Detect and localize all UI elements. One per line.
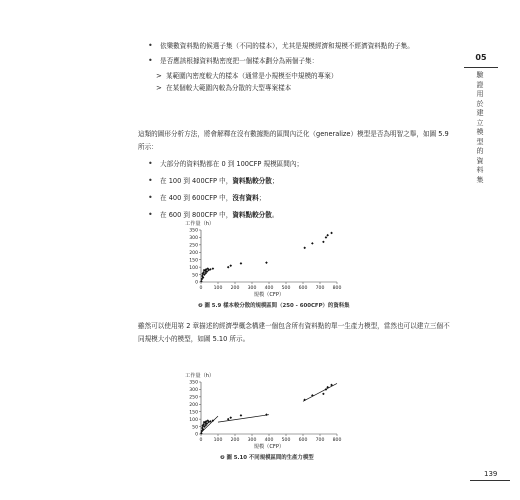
- data-point: [330, 232, 333, 235]
- y-tick-label: 100: [189, 265, 198, 271]
- x-tick-label: 200: [230, 438, 240, 443]
- x-axis-label: 規模（CFP）: [253, 292, 285, 298]
- data-point: [311, 242, 314, 245]
- bullet-text: 在某個較大範圍內較為分散的大型專案樣本: [166, 84, 292, 92]
- x-tick-label: 100: [213, 286, 223, 291]
- y-axis-label: 工作量（h）: [185, 373, 215, 379]
- chevron-right-icon: >: [156, 72, 162, 80]
- bullet-text: 在 100 到 400CFP 中，: [160, 177, 233, 185]
- chapter-title: 驗證用於建立模型的資料集: [476, 71, 484, 184]
- data-point: [229, 264, 232, 267]
- x-tick-label: 600: [298, 438, 308, 443]
- x-tick-label: 300: [247, 438, 257, 443]
- caption-text: 圖 5.10 不同規模區間的生產力模型: [226, 455, 314, 461]
- x-tick-label: 0: [199, 286, 203, 291]
- sub-bullet-item: [148, 70, 448, 82]
- data-point: [265, 413, 268, 416]
- bullet-text-bold: 資料點較分散: [232, 177, 272, 185]
- bullet-text: 。: [271, 211, 279, 219]
- y-tick-label: 250: [189, 395, 198, 401]
- data-point: [326, 234, 329, 237]
- bullet-text: ；: [258, 194, 266, 202]
- figure-caption: [220, 453, 314, 461]
- y-tick-label: 50: [192, 425, 198, 431]
- y-tick-label: 250: [189, 243, 198, 249]
- y-tick-label: 50: [192, 273, 198, 279]
- data-point: [322, 241, 325, 244]
- data-point: [227, 266, 230, 269]
- bullet-item: [148, 175, 448, 187]
- x-tick-label: 100: [213, 438, 223, 443]
- figure-caption: [198, 301, 350, 309]
- x-tick-label: 0: [199, 438, 203, 443]
- data-point: [240, 414, 243, 417]
- bullet-text: 都在 0 到 100CFP 規模區間內；: [206, 160, 304, 168]
- figure-marker-icon: ❷: [220, 455, 225, 461]
- bullet-text: ；: [271, 177, 279, 185]
- data-point: [303, 247, 306, 250]
- x-tick-label: 700: [315, 286, 325, 291]
- bullet-list-top: [148, 40, 448, 94]
- data-point: [227, 418, 230, 421]
- bullet-list-mid: [148, 158, 448, 224]
- bullet-item: [148, 55, 448, 67]
- divider: [470, 480, 510, 481]
- bullet-text: 某範圍內密度較大的樣本（通常是小規模至中規模的專案）: [166, 72, 338, 80]
- scatter-chart-fig-5-10: [175, 368, 355, 454]
- trend-line: [303, 383, 337, 401]
- y-tick-label: 350: [189, 380, 198, 386]
- y-tick-label: 100: [189, 417, 198, 423]
- divider: [464, 67, 498, 68]
- y-tick-label: 0: [195, 280, 198, 286]
- data-point: [325, 236, 328, 239]
- x-tick-label: 400: [264, 286, 274, 291]
- bullet-text: 是否應該根據資料點密度把一個樣本劃分為兩個子集：: [160, 57, 319, 65]
- bullet-text-bold: 大部分的資料點: [160, 160, 207, 168]
- caption-text: 圖 5.9 樣本較分散的規模區間（250 - 600CFP）的資料集: [204, 303, 350, 309]
- bullet-text: 在 600 到 800CFP 中，: [160, 211, 233, 219]
- paragraph: 雖然可以使用第 2 章描述的經濟學概念構建一個包含所有資料點的單一生產力模型，當然也可以建立三個不同規模大小的模型，如圖 5.10 所示。: [138, 322, 450, 343]
- y-axis-label: 工作量（h）: [185, 221, 215, 227]
- bullet-text-bold: 資料點較分散: [232, 211, 272, 219]
- scatter-chart-fig-5-9: [175, 216, 355, 300]
- bullet-text-bold: 沒有資料: [232, 194, 259, 202]
- trend-line: [218, 415, 269, 422]
- x-tick-label: 300: [247, 286, 257, 291]
- x-tick-label: 200: [230, 286, 240, 291]
- y-tick-label: 300: [189, 388, 198, 394]
- sub-bullet-item: [148, 82, 448, 94]
- y-tick-label: 0: [195, 432, 198, 438]
- chevron-right-icon: >: [156, 84, 162, 92]
- figure-marker-icon: ❷: [198, 303, 203, 309]
- data-point: [322, 393, 325, 396]
- bullet-text: 在 400 到 600CFP 中，: [160, 194, 233, 202]
- x-tick-label: 500: [281, 438, 291, 443]
- x-tick-label: 700: [315, 438, 325, 443]
- y-tick-label: 300: [189, 236, 198, 242]
- y-tick-label: 350: [189, 228, 198, 234]
- data-point: [265, 261, 268, 264]
- x-tick-label: 500: [281, 286, 291, 291]
- chapter-number: 05: [475, 53, 487, 62]
- y-tick-label: 150: [189, 410, 198, 416]
- page-number: 139: [484, 470, 498, 478]
- data-point: [229, 416, 232, 419]
- data-point: [240, 262, 243, 265]
- y-tick-label: 200: [189, 402, 198, 408]
- paragraph: 這類的圖形分析方法，將會解釋在沒有數據點的區間內泛化（generalize）模型是否為明智之舉，如圖 5.9 所示：: [138, 130, 449, 151]
- data-point: [212, 267, 215, 270]
- x-tick-label: 800: [332, 438, 342, 443]
- x-tick-label: 600: [298, 286, 308, 291]
- bullet-item: [148, 192, 448, 204]
- bullet-item: [148, 40, 448, 52]
- y-tick-label: 150: [189, 258, 198, 264]
- bullet-text: 依樂數資料點的候選子集（不同的樣本），尤其是規模經濟和規模不經濟資料點的子集。: [160, 42, 414, 50]
- x-tick-label: 800: [332, 286, 342, 291]
- x-axis-label: 規模（CFP）: [253, 444, 285, 450]
- y-tick-label: 200: [189, 250, 198, 256]
- x-tick-label: 400: [264, 438, 274, 443]
- bullet-item: [148, 158, 448, 170]
